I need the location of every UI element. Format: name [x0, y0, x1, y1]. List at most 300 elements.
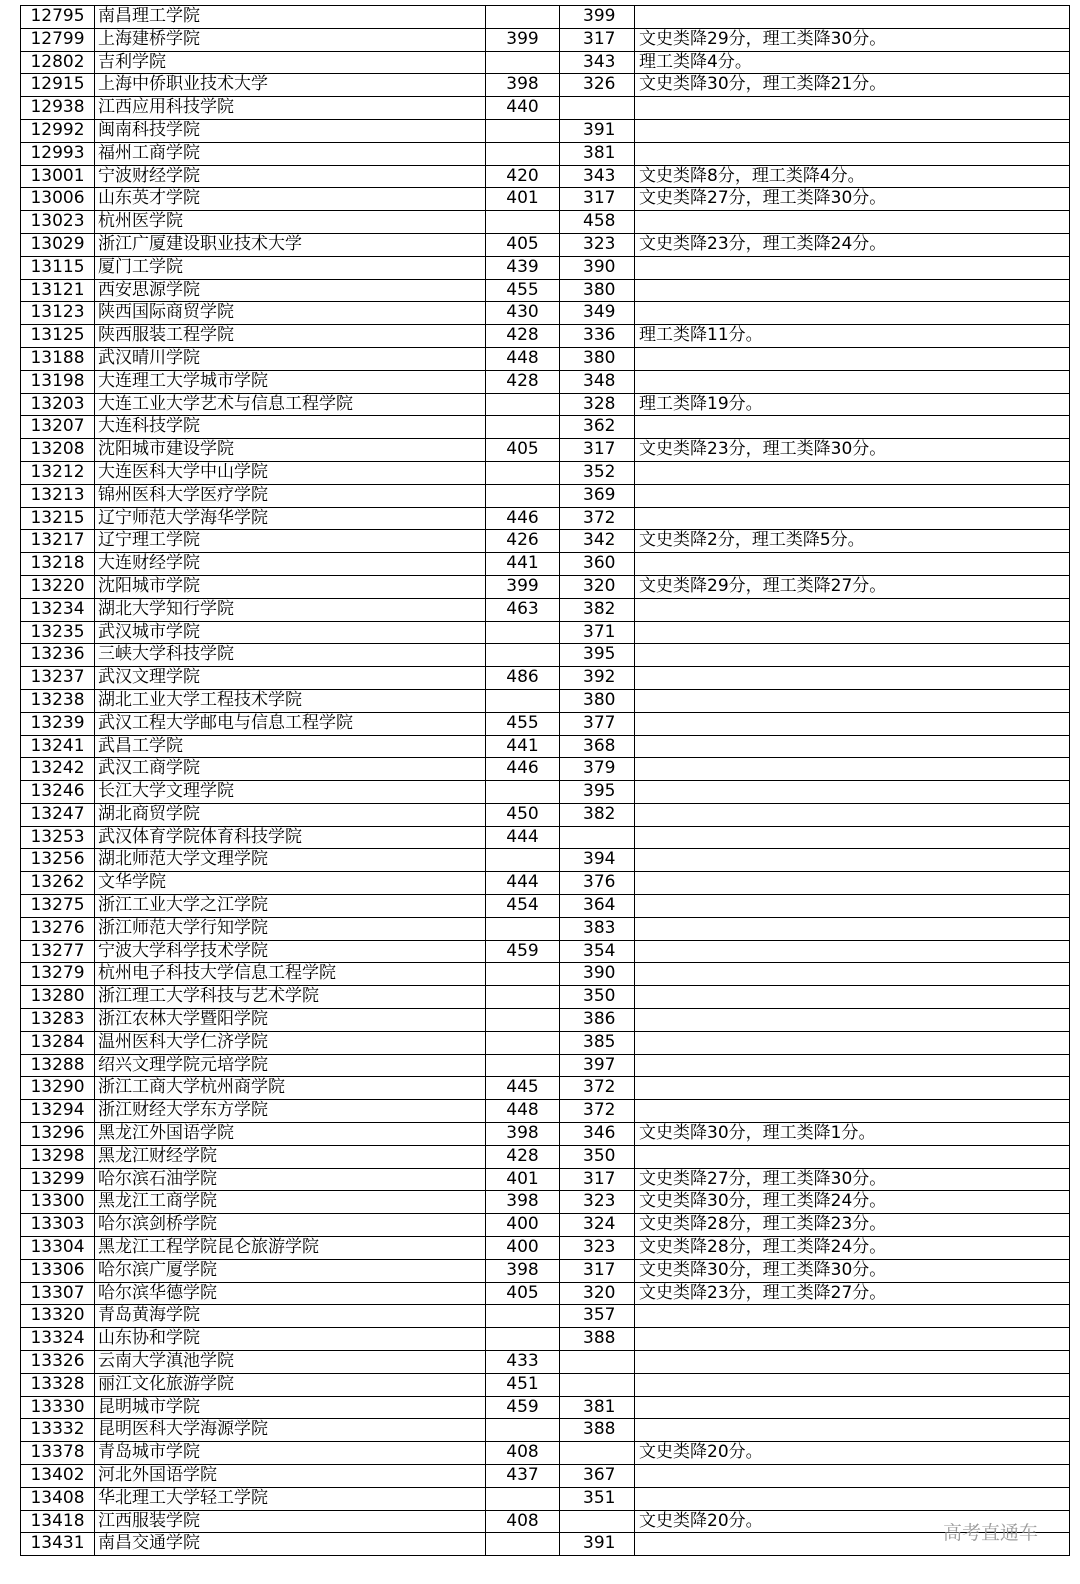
school-code-cell: 13280 [21, 986, 95, 1009]
school-code-cell: 13213 [21, 484, 95, 507]
school-name-cell: 浙江广厦建设职业技术大学 [95, 233, 486, 256]
school-code-cell: 13239 [21, 712, 95, 735]
school-name-cell: 沈阳城市建设学院 [95, 439, 486, 462]
score-ligong-cell: 372 [560, 507, 635, 530]
score-ligong-cell: 323 [560, 1237, 635, 1260]
score-ligong-cell: 381 [560, 142, 635, 165]
school-name-cell: 青岛黄海学院 [95, 1305, 486, 1328]
score-ligong-cell: 328 [560, 393, 635, 416]
note-cell: 文史类降2分，理工类降5分。 [635, 530, 1070, 553]
school-code-cell: 13198 [21, 370, 95, 393]
note-cell [635, 1465, 1070, 1488]
school-code-cell: 13234 [21, 598, 95, 621]
score-wenshi-cell: 448 [486, 1100, 560, 1123]
score-wenshi-cell: 445 [486, 1077, 560, 1100]
score-wenshi-cell: 459 [486, 1396, 560, 1419]
score-wenshi-cell: 455 [486, 712, 560, 735]
table-row [21, 826, 1070, 849]
score-wenshi-cell: 448 [486, 347, 560, 370]
score-wenshi-cell: 405 [486, 1282, 560, 1305]
table-row [21, 803, 1070, 826]
school-code-cell: 13324 [21, 1328, 95, 1351]
table-row [21, 1168, 1070, 1191]
table-row [21, 347, 1070, 370]
school-name-cell: 宁波大学科学技术学院 [95, 940, 486, 963]
school-name-cell: 西安思源学院 [95, 279, 486, 302]
school-name-cell: 武昌工学院 [95, 735, 486, 758]
note-cell [635, 347, 1070, 370]
table-row [21, 1009, 1070, 1032]
score-ligong-cell: 342 [560, 530, 635, 553]
table-row [21, 667, 1070, 690]
school-name-cell: 哈尔滨华德学院 [95, 1282, 486, 1305]
school-name-cell: 大连财经学院 [95, 553, 486, 576]
table-row [21, 142, 1070, 165]
school-name-cell: 黑龙江工商学院 [95, 1191, 486, 1214]
note-cell: 文史类降20分。 [635, 1442, 1070, 1465]
table-row [21, 1305, 1070, 1328]
table-row [21, 781, 1070, 804]
table-row [21, 689, 1070, 712]
note-cell: 文史类降28分，理工类降23分。 [635, 1214, 1070, 1237]
score-ligong-cell: 362 [560, 416, 635, 439]
score-wenshi-cell: 405 [486, 233, 560, 256]
table-row [21, 279, 1070, 302]
note-cell: 文史类降30分，理工类降21分。 [635, 74, 1070, 97]
school-code-cell: 13320 [21, 1305, 95, 1328]
note-cell [635, 1419, 1070, 1442]
score-ligong-cell: 320 [560, 575, 635, 598]
score-wenshi-cell [486, 393, 560, 416]
table-row [21, 872, 1070, 895]
score-ligong-cell: 382 [560, 598, 635, 621]
score-ligong-cell: 317 [560, 1168, 635, 1191]
note-cell [635, 279, 1070, 302]
school-code-cell: 13304 [21, 1237, 95, 1260]
school-name-cell: 浙江财经大学东方学院 [95, 1100, 486, 1123]
school-code-cell: 13408 [21, 1487, 95, 1510]
school-code-cell: 13217 [21, 530, 95, 553]
score-ligong-cell: 392 [560, 667, 635, 690]
school-code-cell: 13203 [21, 393, 95, 416]
table-row [21, 735, 1070, 758]
school-name-cell: 辽宁理工学院 [95, 530, 486, 553]
school-name-cell: 大连科技学院 [95, 416, 486, 439]
score-wenshi-cell [486, 1054, 560, 1077]
note-cell [635, 484, 1070, 507]
school-name-cell: 湖北商贸学院 [95, 803, 486, 826]
note-cell [635, 211, 1070, 234]
score-wenshi-cell: 405 [486, 439, 560, 462]
school-code-cell: 13023 [21, 211, 95, 234]
school-code-cell: 13326 [21, 1351, 95, 1374]
table-row [21, 1328, 1070, 1351]
school-code-cell: 13125 [21, 325, 95, 348]
note-cell [635, 758, 1070, 781]
score-ligong-cell: 376 [560, 872, 635, 895]
score-wenshi-cell: 455 [486, 279, 560, 302]
school-code-cell: 13275 [21, 895, 95, 918]
table-row [21, 393, 1070, 416]
school-code-cell: 13303 [21, 1214, 95, 1237]
score-ligong-cell: 371 [560, 621, 635, 644]
table-row [21, 507, 1070, 530]
score-ligong-cell: 324 [560, 1214, 635, 1237]
school-code-cell: 13328 [21, 1373, 95, 1396]
score-wenshi-cell [486, 1487, 560, 1510]
school-name-cell: 山东英才学院 [95, 188, 486, 211]
table-row [21, 1100, 1070, 1123]
score-ligong-cell: 388 [560, 1328, 635, 1351]
school-code-cell: 13212 [21, 461, 95, 484]
score-wenshi-cell [486, 51, 560, 74]
note-cell [635, 1396, 1070, 1419]
note-cell [635, 97, 1070, 120]
table-row [21, 74, 1070, 97]
table-row [21, 1442, 1070, 1465]
score-wenshi-cell: 408 [486, 1510, 560, 1533]
score-wenshi-cell: 428 [486, 325, 560, 348]
school-code-cell: 13115 [21, 256, 95, 279]
school-name-cell: 上海建桥学院 [95, 28, 486, 51]
school-name-cell: 闽南科技学院 [95, 119, 486, 142]
note-cell [635, 940, 1070, 963]
table-row [21, 119, 1070, 142]
score-wenshi-cell: 440 [486, 97, 560, 120]
school-code-cell: 13247 [21, 803, 95, 826]
score-ligong-cell: 357 [560, 1305, 635, 1328]
score-wenshi-cell: 398 [486, 1123, 560, 1146]
table-row [21, 1373, 1070, 1396]
table-row [21, 849, 1070, 872]
score-wenshi-cell [486, 1328, 560, 1351]
school-name-cell: 青岛城市学院 [95, 1442, 486, 1465]
score-wenshi-cell [486, 6, 560, 29]
score-wenshi-cell [486, 211, 560, 234]
table-row [21, 575, 1070, 598]
school-name-cell: 黑龙江外国语学院 [95, 1123, 486, 1146]
score-ligong-cell: 395 [560, 644, 635, 667]
score-ligong-cell: 367 [560, 1465, 635, 1488]
school-name-cell: 武汉工商学院 [95, 758, 486, 781]
school-name-cell: 湖北工业大学工程技术学院 [95, 689, 486, 712]
school-name-cell: 长江大学文理学院 [95, 781, 486, 804]
table-row [21, 439, 1070, 462]
school-code-cell: 13330 [21, 1396, 95, 1419]
table-row [21, 165, 1070, 188]
note-cell [635, 1305, 1070, 1328]
score-ligong-cell: 380 [560, 279, 635, 302]
score-wenshi-cell: 401 [486, 188, 560, 211]
school-code-cell: 13121 [21, 279, 95, 302]
score-ligong-cell: 348 [560, 370, 635, 393]
note-cell [635, 142, 1070, 165]
school-code-cell: 13307 [21, 1282, 95, 1305]
score-ligong-cell: 399 [560, 6, 635, 29]
school-code-cell: 12992 [21, 119, 95, 142]
score-ligong-cell: 372 [560, 1077, 635, 1100]
table-row [21, 917, 1070, 940]
score-wenshi-cell: 399 [486, 575, 560, 598]
score-ligong-cell: 372 [560, 1100, 635, 1123]
school-name-cell: 哈尔滨广厦学院 [95, 1259, 486, 1282]
note-cell [635, 1100, 1070, 1123]
score-ligong-cell: 391 [560, 1533, 635, 1556]
school-name-cell: 湖北师范大学文理学院 [95, 849, 486, 872]
table-row [21, 1237, 1070, 1260]
school-code-cell: 13299 [21, 1168, 95, 1191]
table-row [21, 895, 1070, 918]
note-cell [635, 1054, 1070, 1077]
note-cell: 文史类降20分。 [635, 1510, 1070, 1533]
note-cell [635, 1145, 1070, 1168]
school-name-cell: 浙江工商大学杭州商学院 [95, 1077, 486, 1100]
school-name-cell: 南昌交通学院 [95, 1533, 486, 1556]
table-row [21, 1510, 1070, 1533]
score-wenshi-cell: 401 [486, 1168, 560, 1191]
table-row [21, 1145, 1070, 1168]
score-wenshi-cell: 441 [486, 735, 560, 758]
table-row [21, 97, 1070, 120]
table-row [21, 325, 1070, 348]
score-ligong-cell: 369 [560, 484, 635, 507]
note-cell [635, 826, 1070, 849]
score-wenshi-cell [486, 484, 560, 507]
note-cell: 文史类降29分，理工类降27分。 [635, 575, 1070, 598]
school-name-cell: 锦州医科大学医疗学院 [95, 484, 486, 507]
table-row [21, 1123, 1070, 1146]
table-row [21, 1031, 1070, 1054]
note-cell [635, 872, 1070, 895]
table-row [21, 940, 1070, 963]
school-code-cell: 13236 [21, 644, 95, 667]
score-wenshi-cell: 428 [486, 1145, 560, 1168]
score-wenshi-cell: 463 [486, 598, 560, 621]
note-cell: 文史类降23分，理工类降30分。 [635, 439, 1070, 462]
note-cell [635, 1351, 1070, 1374]
score-wenshi-cell [486, 849, 560, 872]
table-row [21, 1351, 1070, 1374]
table-row [21, 188, 1070, 211]
score-wenshi-cell [486, 416, 560, 439]
school-name-cell: 浙江理工大学科技与艺术学院 [95, 986, 486, 1009]
school-code-cell: 13290 [21, 1077, 95, 1100]
score-ligong-cell [560, 1351, 635, 1374]
note-cell: 文史类降27分，理工类降30分。 [635, 1168, 1070, 1191]
score-wenshi-cell: 420 [486, 165, 560, 188]
note-cell [635, 895, 1070, 918]
score-ligong-cell: 317 [560, 28, 635, 51]
note-cell [635, 370, 1070, 393]
note-cell [635, 256, 1070, 279]
score-ligong-cell: 320 [560, 1282, 635, 1305]
table-row [21, 1259, 1070, 1282]
table-row [21, 233, 1070, 256]
score-ligong-cell [560, 1510, 635, 1533]
school-name-cell: 南昌理工学院 [95, 6, 486, 29]
school-name-cell: 吉利学院 [95, 51, 486, 74]
table-row [21, 302, 1070, 325]
note-cell [635, 553, 1070, 576]
school-code-cell: 13237 [21, 667, 95, 690]
table-row [21, 256, 1070, 279]
score-wenshi-cell [486, 1533, 560, 1556]
score-ligong-cell: 380 [560, 689, 635, 712]
score-ligong-cell: 377 [560, 712, 635, 735]
score-ligong-cell: 346 [560, 1123, 635, 1146]
school-code-cell: 13220 [21, 575, 95, 598]
score-ligong-cell: 379 [560, 758, 635, 781]
admission-score-table [20, 5, 1070, 1556]
note-cell [635, 986, 1070, 1009]
school-name-cell: 哈尔滨剑桥学院 [95, 1214, 486, 1237]
table-row [21, 1282, 1070, 1305]
table-row [21, 416, 1070, 439]
school-name-cell: 沈阳城市学院 [95, 575, 486, 598]
note-cell: 理工类降11分。 [635, 325, 1070, 348]
school-name-cell: 浙江工业大学之江学院 [95, 895, 486, 918]
score-ligong-cell [560, 97, 635, 120]
score-wenshi-cell [486, 1031, 560, 1054]
score-wenshi-cell [486, 963, 560, 986]
school-name-cell: 云南大学滇池学院 [95, 1351, 486, 1374]
school-name-cell: 昆明城市学院 [95, 1396, 486, 1419]
score-wenshi-cell: 444 [486, 872, 560, 895]
score-ligong-cell: 336 [560, 325, 635, 348]
school-name-cell: 湖北大学知行学院 [95, 598, 486, 621]
score-ligong-cell: 380 [560, 347, 635, 370]
note-cell [635, 621, 1070, 644]
school-name-cell: 陕西国际商贸学院 [95, 302, 486, 325]
table-row [21, 484, 1070, 507]
table-row [21, 621, 1070, 644]
school-name-cell: 武汉文理学院 [95, 667, 486, 690]
score-wenshi-cell: 454 [486, 895, 560, 918]
score-ligong-cell: 351 [560, 1487, 635, 1510]
score-ligong-cell: 360 [560, 553, 635, 576]
score-ligong-cell: 350 [560, 1145, 635, 1168]
score-wenshi-cell: 398 [486, 1191, 560, 1214]
score-ligong-cell: 386 [560, 1009, 635, 1032]
note-cell [635, 644, 1070, 667]
score-ligong-cell: 350 [560, 986, 635, 1009]
school-code-cell: 13256 [21, 849, 95, 872]
score-ligong-cell: 390 [560, 256, 635, 279]
school-name-cell: 杭州电子科技大学信息工程学院 [95, 963, 486, 986]
school-name-cell: 黑龙江工程学院昆仑旅游学院 [95, 1237, 486, 1260]
school-code-cell: 13418 [21, 1510, 95, 1533]
school-code-cell: 13288 [21, 1054, 95, 1077]
note-cell [635, 1077, 1070, 1100]
score-wenshi-cell [486, 644, 560, 667]
school-code-cell: 13006 [21, 188, 95, 211]
score-ligong-cell: 354 [560, 940, 635, 963]
score-wenshi-cell [486, 1009, 560, 1032]
note-cell [635, 689, 1070, 712]
note-cell [635, 735, 1070, 758]
school-code-cell: 13332 [21, 1419, 95, 1442]
school-name-cell: 杭州医学院 [95, 211, 486, 234]
score-wenshi-cell [486, 1305, 560, 1328]
school-name-cell: 华北理工大学轻工学院 [95, 1487, 486, 1510]
school-code-cell: 13207 [21, 416, 95, 439]
score-wenshi-cell [486, 781, 560, 804]
score-wenshi-cell: 426 [486, 530, 560, 553]
note-cell: 理工类降19分。 [635, 393, 1070, 416]
score-ligong-cell: 368 [560, 735, 635, 758]
score-wenshi-cell [486, 689, 560, 712]
school-code-cell: 13188 [21, 347, 95, 370]
score-wenshi-cell [486, 621, 560, 644]
score-ligong-cell: 383 [560, 917, 635, 940]
table-row [21, 1465, 1070, 1488]
note-cell: 文史类降8分，理工类降4分。 [635, 165, 1070, 188]
score-ligong-cell: 391 [560, 119, 635, 142]
school-name-cell: 江西服装学院 [95, 1510, 486, 1533]
note-cell: 文史类降27分，理工类降30分。 [635, 188, 1070, 211]
score-ligong-cell: 395 [560, 781, 635, 804]
note-cell: 文史类降28分，理工类降24分。 [635, 1237, 1070, 1260]
score-ligong-cell: 385 [560, 1031, 635, 1054]
note-cell [635, 781, 1070, 804]
school-name-cell: 厦门工学院 [95, 256, 486, 279]
school-code-cell: 13262 [21, 872, 95, 895]
note-cell: 文史类降29分，理工类降30分。 [635, 28, 1070, 51]
score-ligong-cell: 317 [560, 188, 635, 211]
score-ligong-cell: 394 [560, 849, 635, 872]
school-code-cell: 12938 [21, 97, 95, 120]
table-row [21, 758, 1070, 781]
watermark-text: 高考直通车 [943, 1522, 1039, 1544]
score-wenshi-cell: 444 [486, 826, 560, 849]
score-wenshi-cell: 430 [486, 302, 560, 325]
table-row [21, 51, 1070, 74]
school-name-cell: 绍兴文理学院元培学院 [95, 1054, 486, 1077]
note-cell: 文史类降23分，理工类降24分。 [635, 233, 1070, 256]
school-name-cell: 温州医科大学仁济学院 [95, 1031, 486, 1054]
note-cell: 文史类降30分，理工类降1分。 [635, 1123, 1070, 1146]
school-code-cell: 13276 [21, 917, 95, 940]
note-cell [635, 917, 1070, 940]
table-row [21, 1191, 1070, 1214]
score-ligong-cell [560, 1442, 635, 1465]
note-cell [635, 803, 1070, 826]
school-code-cell: 13246 [21, 781, 95, 804]
school-name-cell: 武汉体育学院体育科技学院 [95, 826, 486, 849]
school-code-cell: 13241 [21, 735, 95, 758]
score-wenshi-cell: 428 [486, 370, 560, 393]
note-cell [635, 712, 1070, 735]
note-cell [635, 6, 1070, 29]
score-ligong-cell: 388 [560, 1419, 635, 1442]
score-ligong-cell: 458 [560, 211, 635, 234]
note-cell [635, 849, 1070, 872]
table-row [21, 986, 1070, 1009]
table-row [21, 1214, 1070, 1237]
note-cell [635, 119, 1070, 142]
school-code-cell: 13208 [21, 439, 95, 462]
score-wenshi-cell [486, 1419, 560, 1442]
school-code-cell: 13215 [21, 507, 95, 530]
school-code-cell: 13296 [21, 1123, 95, 1146]
score-ligong-cell: 364 [560, 895, 635, 918]
school-code-cell: 12915 [21, 74, 95, 97]
score-wenshi-cell: 441 [486, 553, 560, 576]
score-wenshi-cell: 408 [486, 1442, 560, 1465]
score-ligong-cell: 343 [560, 165, 635, 188]
school-code-cell: 13431 [21, 1533, 95, 1556]
school-code-cell: 13279 [21, 963, 95, 986]
